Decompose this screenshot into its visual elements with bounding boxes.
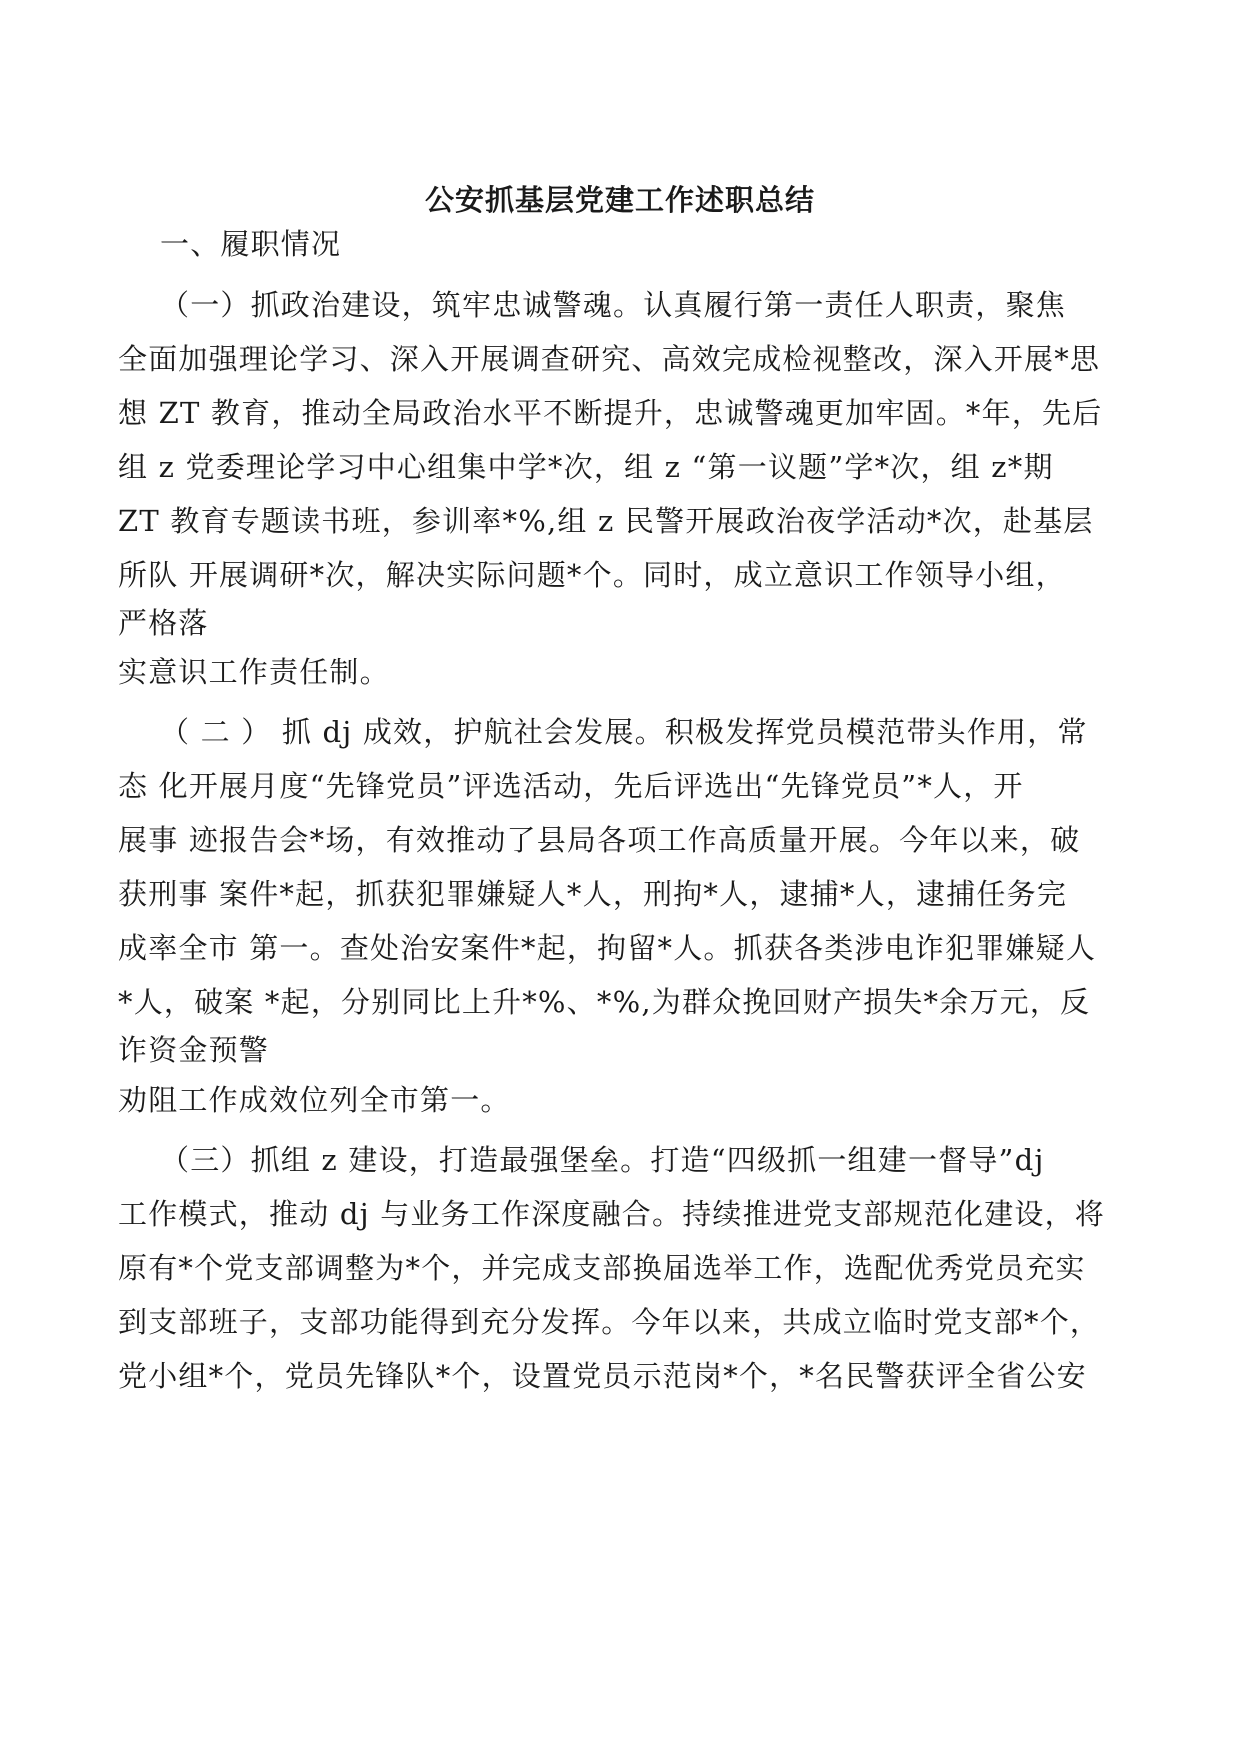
paragraph-2-line-8: 劝阻工作成效位列全市第一。 <box>118 1083 511 1117</box>
paragraph-2-line-1: （ 二 ） 抓 dj 成效，护航社会发展。积极发挥党员模范带头作用，常 <box>160 715 1088 749</box>
paragraph-2-line-7: 诈资金预警 <box>118 1033 270 1067</box>
paragraph-1-line-3: 想 ZT 教育，推动全局政治水平不断提升，忠诚警魂更加牢固。*年，先后 <box>118 396 1103 430</box>
paragraph-1-line-6: 所队 开展调研*次，解决实际问题*个。同时，成立意识工作领导小组， <box>118 558 1066 592</box>
paragraph-1-line-1: （一）抓政治建设，筑牢忠诚警魂。认真履行第一责任人职责，聚焦 <box>160 288 1067 322</box>
paragraph-1-line-2: 全面加强理论学习、深入开展调查研究、高效完成检视整改，深入开展*思 <box>118 342 1101 376</box>
paragraph-3-line-4: 到支部班子，支部功能得到充分发挥。今年以来，共成立临时党支部*个， <box>118 1305 1101 1339</box>
paragraph-1-line-7: 严格落 <box>118 606 209 640</box>
paragraph-2-line-2: 态 化开展月度“先锋党员”评选活动，先后评选出“先锋党员”*人，开 <box>118 769 1024 803</box>
paragraph-2-line-5: 成率全市 第一。查处治安案件*起，拘留*人。抓获各类涉电诈犯罪嫌疑人 <box>118 931 1097 965</box>
document-title: 公安抓基层党建工作述职总结 <box>424 183 815 217</box>
paragraph-2-line-6: *人，破案 *起，分别同比上升*%、*%,为群众挽回财产损失*余万元，反 <box>118 985 1091 1019</box>
paragraph-3-line-3: 原有*个党支部调整为*个，并完成支部换届选举工作，选配优秀党员充实 <box>118 1251 1086 1285</box>
paragraph-1-line-4: 组 z 党委理论学习中心组集中学*次，组 z “第一议题”学*次，组 z*期 <box>118 450 1054 484</box>
paragraph-1-line-5: ZT 教育专题读书班，参训率*%,组 z 民警开展政治夜学活动*次，赴基层 <box>118 504 1094 538</box>
paragraph-2-line-3: 展事 迹报告会*场，有效推动了县局各项工作高质量开展。今年以来，破 <box>118 823 1081 857</box>
section-heading: 一、履职情况 <box>160 227 342 261</box>
paragraph-3-line-5: 党小组*个，党员先锋队*个，设置党员示范岗*个，*名民警获评全省公安 <box>118 1359 1087 1393</box>
paragraph-3-line-2: 工作模式，推动 dj 与业务工作深度融合。持续推进党支部规范化建设，将 <box>118 1197 1105 1231</box>
paragraph-1-line-8: 实意识工作责任制。 <box>118 655 390 689</box>
paragraph-3-line-1: （三）抓组 z 建设，打造最强堡垒。打造“四级抓一组建一督导”dj <box>160 1143 1045 1177</box>
paragraph-2-line-4: 获刑事 案件*起，抓获犯罪嫌疑人*人，刑拘*人，逮捕*人，逮捕任务完 <box>118 877 1068 911</box>
